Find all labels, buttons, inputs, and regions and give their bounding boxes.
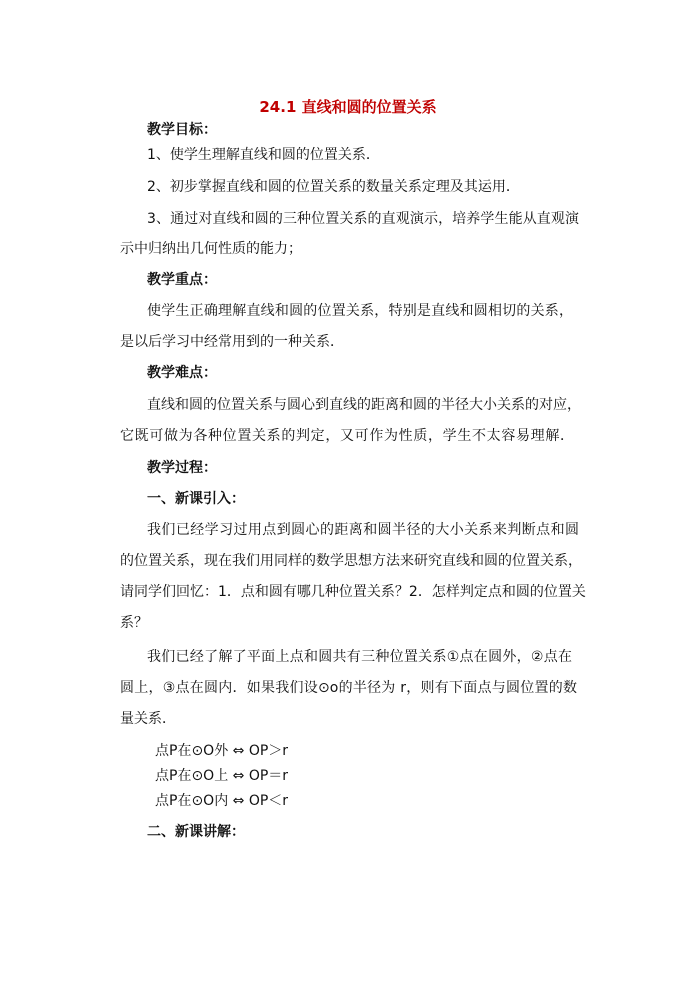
process-heading: 教学过程： [147,460,217,476]
difficulties-line-1: 直线和圆的位置关系与圆心到直线的距离和圆的半径大小关系的对应， [147,397,581,413]
key-points-line-2: 是以后学习中经常用到的一种关系． [120,334,344,350]
intro-para-line-3: 请同学们回忆：1．点和圆有哪几种位置关系？2．怎样判定点和圆的位置关 [120,584,586,600]
objective-item-3-line-1: 3、通过对直线和圆的三种位置关系的直观演示，培养学生能从直观演 [147,211,579,227]
intro-para-line-2: 的位置关系，现在我们用同样的数学思想方法来研究直线和圆的位置关系， [120,553,582,569]
objective-item-3-line-2: 示中归纳出几何性质的能力； [120,241,302,257]
relation-inside: 点P在⊙O内 ⇔ OP＜r [155,793,289,809]
objective-item-1: 1、使学生理解直线和圆的位置关系． [147,147,380,163]
recall-para-line-2: 圆上，③点在圆内．如果我们设⊙o的半径为 r，则有下面点与圆位置的数 [120,680,577,696]
objectives-heading: 教学目标： [147,122,217,138]
key-points-heading: 教学重点： [147,272,217,288]
recall-para-line-1: 我们已经了解了平面上点和圆共有三种位置关系①点在圆外，②点在 [147,649,572,665]
intro-heading: 一、新课引入： [147,491,245,507]
intro-para-line-4: 系？ [120,615,148,631]
relation-on: 点P在⊙O上 ⇔ OP＝r [155,768,289,784]
intro-para-line-1: 我们已经学习过用点到圆心的距离和圆半径的大小关系来判断点和圆 [147,522,579,538]
recall-para-line-3: 量关系． [120,711,176,727]
new-lesson-heading: 二、新课讲解： [147,824,245,840]
key-points-line-1: 使学生正确理解直线和圆的位置关系，特别是直线和圆相切的关系， [147,303,573,319]
objective-item-2: 2、初步掌握直线和圆的位置关系的数量关系定理及其运用． [147,179,520,195]
difficulties-line-2: 它既可做为各种位置关系的判定，又可作为性质，学生不太容易理解． [120,428,574,444]
document-title: 24.1 直线和圆的位置关系 [259,98,437,116]
difficulties-heading: 教学难点： [147,365,217,381]
relation-outside: 点P在⊙O外 ⇔ OP＞r [155,743,289,759]
